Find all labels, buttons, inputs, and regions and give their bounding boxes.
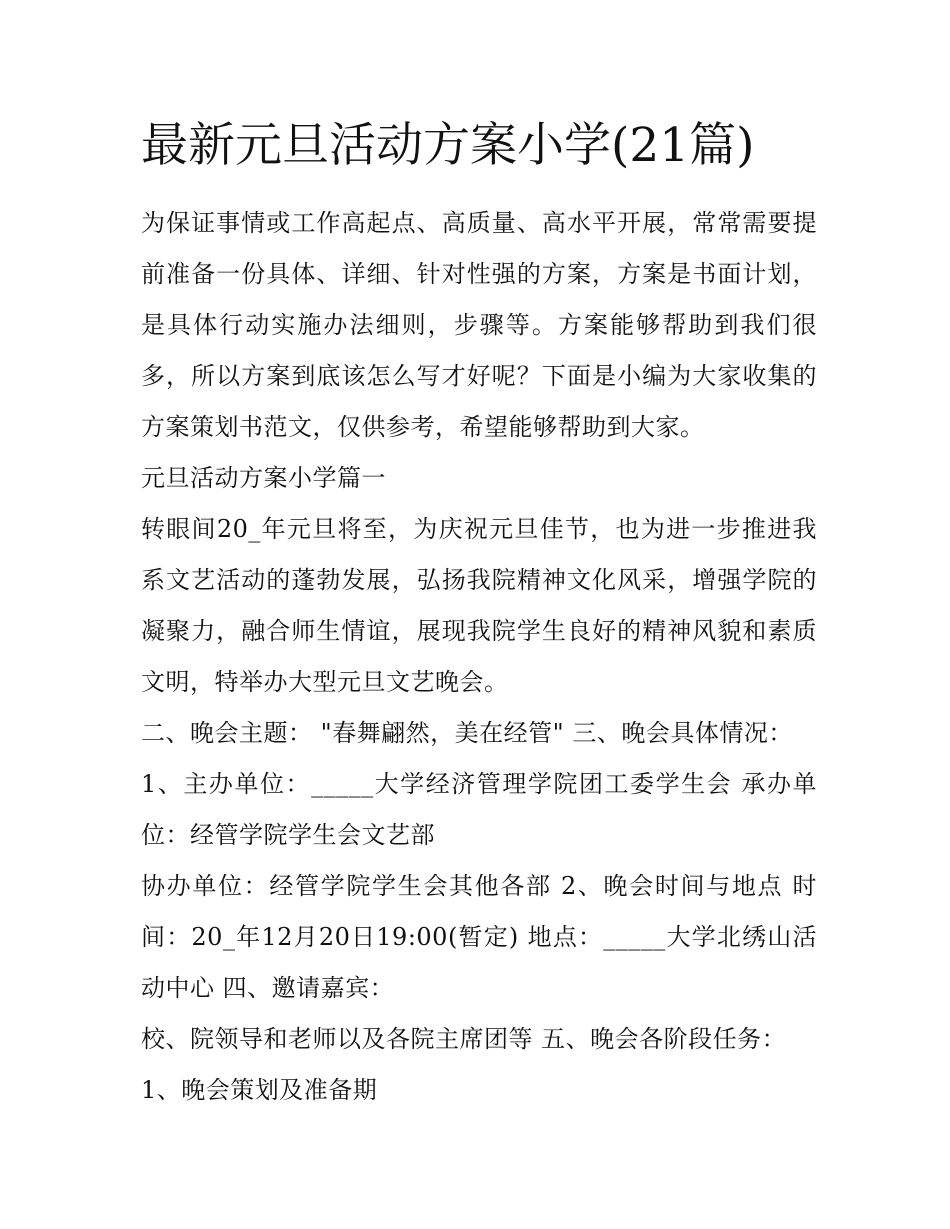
- planning-stage-paragraph: 1、晚会策划及准备期: [141, 1076, 378, 1104]
- guests-paragraph: 校、院领导和老师以及各院主席团等 五、晚会各阶段任务：: [141, 1025, 787, 1053]
- theme-paragraph: 二、晚会主题： "春舞翩然，美在经管" 三、晚会具体情况：: [141, 719, 793, 747]
- co-organizer-paragraph: 协办单位：经管学院学生会其他各部 2、晚会时间与地点 时间：20_年12月20日19:00(暂定) 地点：_____大学北绣山活动中心 四、邀请嘉宾：: [141, 872, 817, 1002]
- organizer-paragraph: 1、主办单位：_____大学经济管理学院团工委学生会 承办单位：经管学院学生会文艺部: [141, 770, 817, 849]
- document-title: 最新元旦活动方案小学(21篇): [141, 118, 755, 173]
- document-body: [141, 198, 817, 1116]
- section-heading: 元旦活动方案小学篇一: [141, 464, 386, 492]
- background-paragraph: 转眼间20_年元旦将至，为庆祝元旦佳节，也为进一步推进我系文艺活动的蓬勃发展，弘扬我院精神文化风采，增强学院的凝聚力，融合师生情谊，展现我院学生良好的精神风貌和素质文明，特举办大型元旦文艺晚会。: [141, 515, 817, 696]
- intro-paragraph: 为保证事情或工作高起点、高质量、高水平开展，常常需要提前准备一份具体、详细、针对性强的方案，方案是书面计划，是具体行动实施办法细则，步骤等。方案能够帮助到我们很多，所以方案到底该怎么写才好呢？下面是小编为大家收集的方案策划书范文，仅供参考，希望能够帮助到大家。: [141, 209, 817, 441]
